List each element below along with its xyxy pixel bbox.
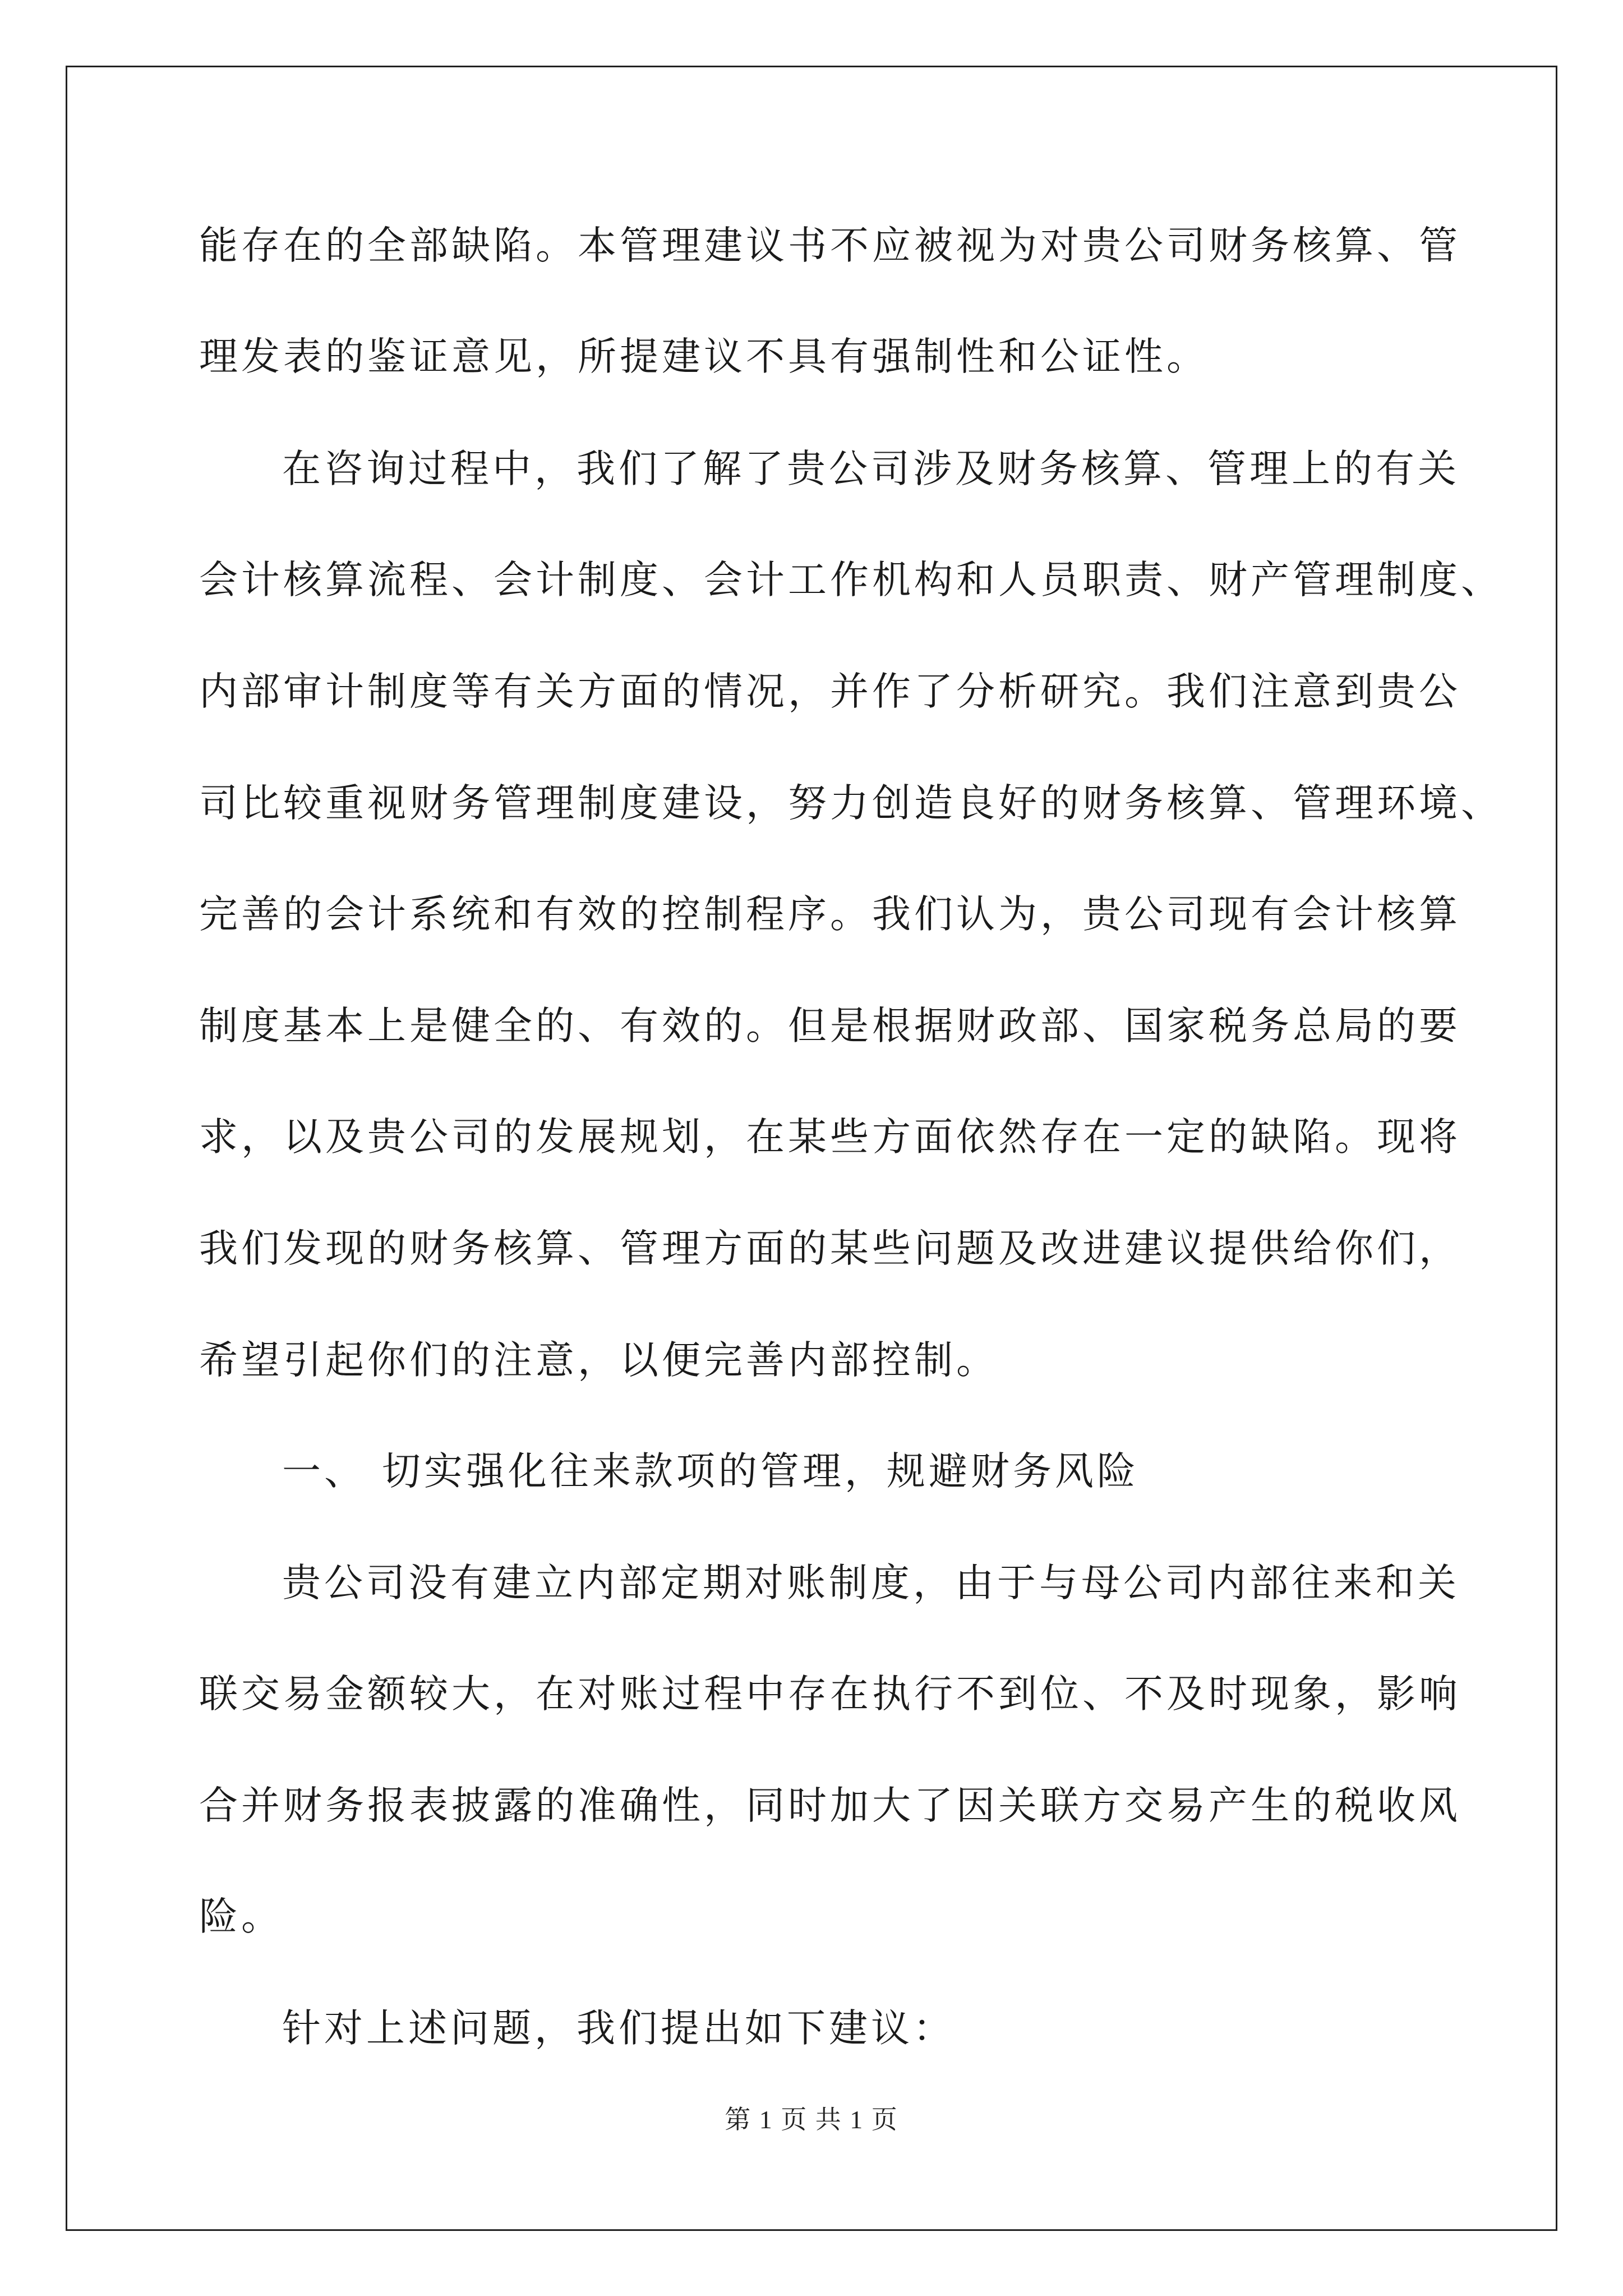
text-line: 司比较重视财务管理制度建设，努力创造良好的财务核算、管理环境、 — [199, 781, 1503, 826]
text-line: 会计核算流程、会计制度、会计工作机构和人员职责、财产管理制度、 — [199, 558, 1503, 602]
text-line: 险。 — [199, 1894, 283, 1939]
text-line: 在咨询过程中，我们了解了贵公司涉及财务核算、管理上的有关 — [282, 447, 1460, 491]
text-line: 求，以及贵公司的发展规划，在某些方面依然存在一定的缺陷。现将 — [199, 1115, 1461, 1159]
text-line: 完善的会计系统和有效的控制程序。我们认为，贵公司现有会计核算 — [199, 892, 1461, 937]
text-line: 希望引起你们的注意，以便完善内部控制。 — [199, 1338, 998, 1383]
text-line: 能存在的全部缺陷。本管理建议书不应被视为对贵公司财务核算、管 — [199, 223, 1461, 268]
text-line: 针对上述问题，我们提出如下建议： — [282, 2006, 955, 2051]
text-line: 贵公司没有建立内部定期对账制度，由于与母公司内部往来和关 — [282, 1561, 1460, 1605]
text-line: 联交易金额较大，在对账过程中存在执行不到位、不及时现象，影响 — [199, 1672, 1461, 1717]
text-line: 合并财务报表披露的准确性，同时加大了因关联方交易产生的税收风 — [199, 1783, 1461, 1828]
text-line: 我们发现的财务核算、管理方面的某些问题及改进建议提供给你们， — [199, 1226, 1461, 1271]
page-footer: 第 1 页 共 1 页 — [725, 2105, 898, 2134]
section-heading: 一、 切实强化往来款项的管理，规避财务风险 — [282, 1449, 1139, 1494]
text-line: 理发表的鉴证意见，所提建议不具有强制性和公证性。 — [199, 334, 1209, 379]
text-line: 内部审计制度等有关方面的情况，并作了分析研究。我们注意到贵公 — [199, 669, 1461, 714]
text-line: 制度基本上是健全的、有效的。但是根据财政部、国家税务总局的要 — [199, 1004, 1461, 1048]
